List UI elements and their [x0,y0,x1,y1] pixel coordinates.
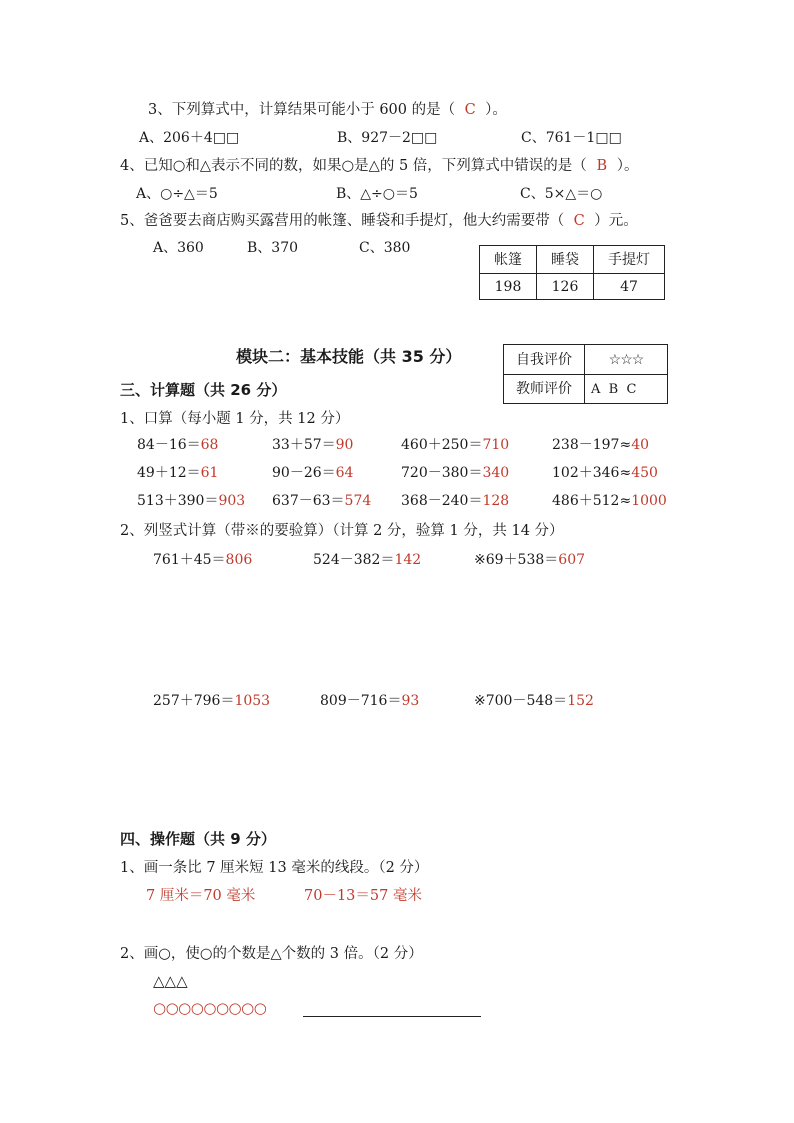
oral-item: 720－380＝340 [401,465,510,481]
q5-close: ）元。 [594,213,638,229]
q5-stem-line [120,214,638,229]
q3-stem: 3、下列算式中，计算结果可能小于 600 的是（ [148,102,456,118]
price-header-sleeping-bag: 睡袋 [537,246,594,274]
module2-title: 模块二：基本技能（共 35 分） [236,347,462,366]
oral-answer: 68 [200,437,219,453]
oral-item: 637－63＝574 [272,493,372,509]
oral-answer: 710 [482,437,510,453]
vertical-answer: 607 [558,552,586,568]
vertical-item: 809－716＝93 [320,693,420,709]
circle-icons: ○○○○○○○○○ [153,999,267,1017]
q5-option-a: A、360 [153,240,204,256]
vertical-answer: 152 [567,693,594,709]
q3-answer: C [464,102,476,118]
oral-answer: 40 [631,437,650,453]
oral-answer: 340 [482,465,510,481]
price-value-tent: 198 [480,274,537,300]
price-header-lantern: 手提灯 [594,246,665,274]
vertical-answer: 1053 [234,693,271,709]
q4-stem: 4、已知○和△表示不同的数，如果○是△的 5 倍，下列算式中错误的是（ [120,158,587,174]
price-value-lantern: 47 [594,274,665,300]
op-q1-text: 1、画一条比 7 厘米短 13 毫米的线段。（2 分） [120,860,429,876]
q3-option-a: A、206＋4□□ [139,130,240,146]
oral-answer: 574 [344,493,372,509]
q4-option-b: B、△÷○＝5 [336,186,418,202]
oral-item: 238－197≈40 [552,437,650,453]
self-eval-label: 自我评价 [504,345,585,375]
oral-answer: 903 [218,493,246,509]
oral-answer: 450 [631,465,658,481]
oral-item: 33＋57＝90 [272,437,354,453]
answer-line [303,1016,481,1017]
q5-answer: C [573,213,585,229]
vertical-answer: 806 [225,552,253,568]
teacher-eval-label: 教师评价 [504,375,585,404]
q4-option-a: A、○÷△＝5 [136,186,218,202]
triangle-icons: △△△ [153,972,188,990]
oral-answer: 61 [200,465,219,481]
oral-item: 84－16＝68 [137,437,219,453]
oral-calc-title: 1、口算（每小题 1 分，共 12 分） [120,411,350,427]
star-rating-icon: ☆☆☆ [585,345,668,375]
q3-option-c: C、761－1□□ [521,130,622,146]
op-q1-work-conversion: 7 厘米＝70 毫米 [146,888,256,904]
oral-item: 49＋12＝61 [137,465,219,481]
price-value-sleeping-bag: 126 [537,274,594,300]
oral-item: 486＋512≈1000 [552,493,667,509]
evaluation-table [503,344,668,404]
section4-title: 四、操作题（共 9 分） [120,830,276,848]
oral-answer: 1000 [631,493,667,509]
op-q1-work-subtraction: 70－13＝57 毫米 [304,888,422,904]
q3-close: ）。 [485,102,507,118]
oral-answer: 128 [482,493,510,509]
q5-stem: 5、爸爸要去商店购买露营用的帐篷、睡袋和手提灯，他大约需要带（ [120,213,565,229]
oral-answer: 64 [335,465,354,481]
oral-item: 368－240＝128 [401,493,510,509]
q3-option-b: B、927－2□□ [337,130,438,146]
oral-item: 513＋390＝903 [137,493,246,509]
q5-option-c: C、380 [359,240,411,256]
q4-stem-line [120,159,639,174]
vertical-item: 761＋45＝806 [153,552,253,568]
price-table [479,245,665,300]
oral-item: 102＋346≈450 [552,465,658,481]
vertical-calc-title: 2、列竖式计算（带※的要验算）（计算 2 分，验算 1 分，共 14 分） [120,523,564,539]
oral-item: 460＋250＝710 [401,437,510,453]
teacher-grade-options: A B C [585,375,668,404]
price-header-tent: 帐篷 [480,246,537,274]
oral-answer: 90 [335,437,354,453]
q4-close: ）。 [616,158,639,174]
vertical-answer: 93 [401,693,420,709]
q4-option-c: C、5×△＝○ [520,186,603,202]
vertical-item: ※700－548＝152 [474,693,594,709]
q4-answer: B [596,158,608,174]
vertical-item: 524－382＝142 [313,552,422,568]
q3-stem-line [148,103,507,118]
vertical-item: 257＋796＝1053 [153,693,271,709]
section3-title: 三、计算题（共 26 分） [120,381,287,399]
q5-option-b: B、370 [247,240,299,256]
vertical-item: ※69＋538＝607 [474,552,586,568]
oral-item: 90－26＝64 [272,465,354,481]
vertical-answer: 142 [394,552,422,568]
op-q2-text: 2、画○，使○的个数是△个数的 3 倍。（2 分） [120,946,423,962]
